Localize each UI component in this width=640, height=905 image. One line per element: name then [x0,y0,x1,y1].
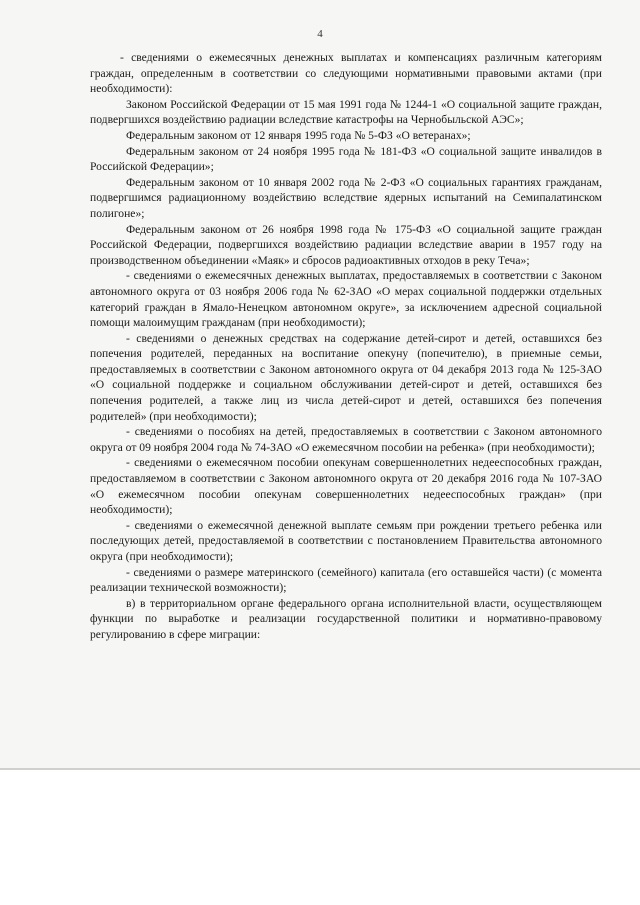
paragraph-third-child: - сведениями о ежемесячной денежной выплате семьям при рождении третьего ребенка или последующих детей, предоставляемой в соответствии с постановлением Правительства автономного округа (при необходимости); [90,518,602,563]
paragraph-law-chernobyl: Законом Российской Федерации от 15 мая 1991 года № 1244-1 «О социальной защите граждан, подвергшихся воздействию радиации вследствие катастрофы на Чернобыльской АЭС»; [90,97,602,127]
paragraph-child-allowance-74zao: - сведениями о пособиях на детей, предоставляемых в соответствии с Законом автономного округа от 09 ноября 2004 года № 74-ЗАО «О ежемесячном пособии на ребенка» (при необходимости); [90,425,602,454]
paragraph-migration-authority: в) в территориальном органе федерального органа исполнительной власти, осуществляющем функции по выработке и реализации государственной политики и нормативно-правовому регулированию в сфере миграции: [90,596,602,641]
paragraph-maternity-capital: - сведениями о размере материнского (семейного) капитала (его оставшейся части) (с момента реализации технической возможности); [90,565,602,595]
paragraph-law-disabled: Федеральным законом от 24 ноября 1995 года № 181-ФЗ «О социальной защите инвалидов в Российской Федерации»; [90,144,602,174]
paragraph-law-mayak: Федеральным законом от 26 ноября 1998 года № 175-ФЗ «О социальной защите граждан Российской Федерации, подвергшихся воздействию радиации вследствие аварии в 1957 году на производственном объединении «Маяк» и сбросов радиоактивных отходов в реку Теча»; [90,222,602,267]
paragraph-monthly-payments-62zao: - сведениями о ежемесячных денежных выплатах, предоставляемых в соответствии с Законом автономного округа от 03 ноября 2006 года № 62-ЗАО «О мерах социальной поддержки отдельных категорий граждан в Ямало-Ненецком автономном округе», за исключением адресной социальной помощи малоимущим гражданам (при необходимости); [90,269,602,330]
paragraph-intro: - сведениями о ежемесячных денежных выплатах и компенсациях различным категориям граждан, определенным в соответствии со следующими нормативными правовыми актами (при необходимости): [90,51,602,96]
page-number: 4 [317,28,323,40]
blank-margin [0,770,640,905]
paragraph-orphans-125zao: - сведениями о денежных средствах на содержание детей-сирот и детей, оставшихся без попечения родителей, переданных на воспитание опекуну (попечителю), в приемные семьи, предоставляемых в соответствии с Законом автономного округа от 04 декабря 2013 года № 125-ЗАО «О социальной поддержке и социальном обслуживании детей-сирот и детей, оставшихся без попечения родителей, а также лиц из числа детей-сирот и детей, оставшихся без попечения родителей» (при необходимости); [90,331,602,423]
paragraph-law-veterans: Федеральным законом от 12 января 1995 года № 5-ФЗ «О ветеранах»; [126,128,471,142]
paragraph-law-semipalatinsk: Федеральным законом от 10 января 2002 года № 2-ФЗ «О социальных гарантиях гражданам, подвергшимся радиационному воздействию вследствие ядерных испытаний на Семипалатинском полигоне»; [90,175,602,220]
paragraph-guardians-107zao: - сведениями о ежемесячном пособии опекунам совершеннолетних недееспособных граждан, предоставляемом в соответствии с Законом автономного округа от 20 декабря 2016 года № 107-ЗАО «О ежемесячном пособии опекунам совершеннолетних недееспособных граждан» (при необходимости); [90,456,602,517]
document-body [90,50,602,643]
